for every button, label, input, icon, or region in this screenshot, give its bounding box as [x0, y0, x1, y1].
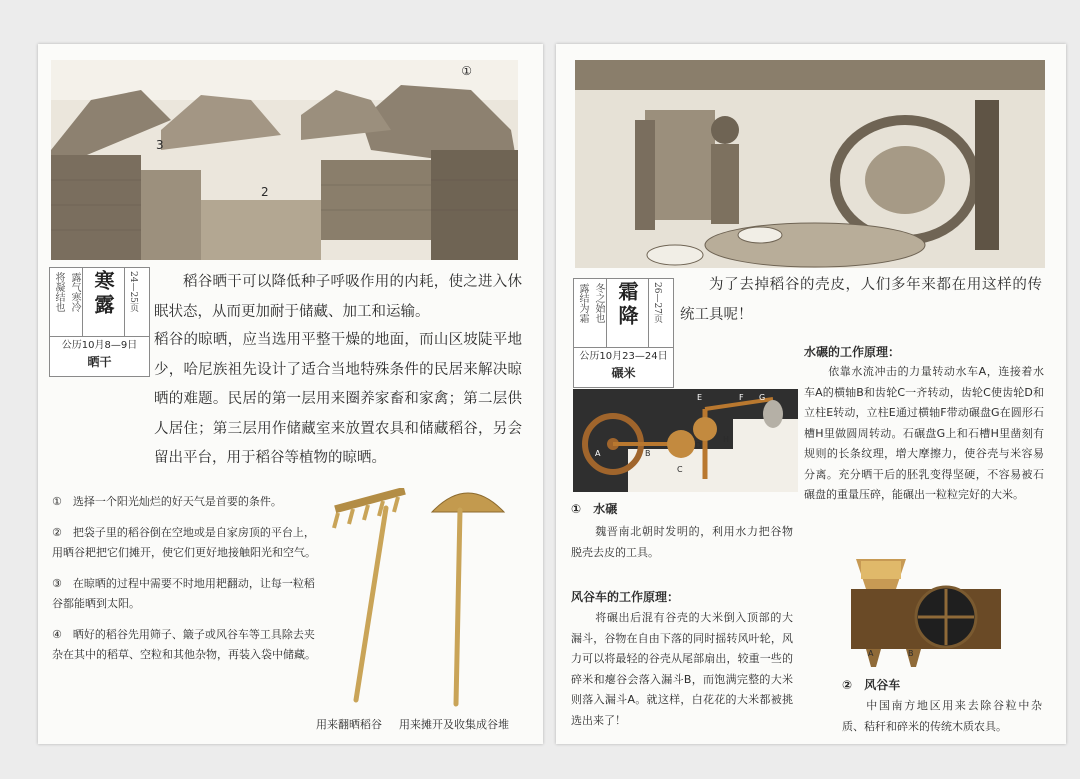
paragraph: 为了去掉稻谷的壳皮，人们多年来都在用这样的传统工具呢！ — [680, 277, 1042, 323]
term-title: 晒干 — [87, 355, 112, 369]
label-h: H — [723, 435, 730, 444]
village-illustration — [51, 60, 518, 260]
term-phrase-2: 冬之始也 — [593, 283, 604, 323]
label-e: E — [697, 393, 703, 402]
term-name: 寒露 — [82, 268, 125, 336]
label-d: D — [695, 441, 702, 450]
label-f: F — [739, 393, 744, 402]
caption-title: 风谷车 — [864, 678, 901, 692]
item-num: ③ — [52, 577, 62, 590]
label-c: C — [677, 465, 683, 474]
list-item — [52, 574, 320, 614]
main-text — [154, 268, 522, 327]
item-text: 选择一个阳光灿烂的好天气是首要的条件。 — [72, 495, 282, 508]
mill-heading: 水碾的工作原理： — [804, 345, 901, 359]
term-phrase-2: 露气寒冷 — [69, 272, 80, 312]
item-text: 在晾晒的过程中需要不时地用耙翻动，让每一粒稻谷都能晒到太阳。 — [52, 577, 315, 610]
term-date: 公历10月23—24日 — [579, 351, 668, 362]
list-item — [52, 492, 320, 512]
list-item — [52, 625, 320, 665]
image-number-3: 3 — [156, 138, 164, 152]
solar-term-box — [573, 278, 674, 388]
mill-caption-text — [571, 522, 793, 563]
board-illustration — [428, 482, 508, 707]
term-phrase-1: 露结为霜 — [577, 283, 588, 323]
item-num: ④ — [52, 628, 62, 641]
mill-caption-title — [571, 500, 617, 517]
mill-text — [804, 362, 1044, 506]
term-date: 公历10月8—9日 — [61, 340, 138, 351]
fan-text — [571, 608, 793, 731]
label-b: B — [645, 449, 651, 458]
rake-caption: 用来翻晒稻谷 — [316, 718, 382, 731]
item-num: ① — [52, 495, 62, 508]
caption-num: ① — [571, 502, 582, 516]
board-caption: 用来摊开及收集成谷堆 — [399, 718, 509, 731]
water-mill-diagram — [573, 389, 798, 492]
fan-heading: 风谷车的工作原理： — [571, 590, 680, 604]
term-phrase-1: 将凝结也 — [53, 272, 64, 312]
paragraph: 依靠水流冲击的力量转动水车A，连接着水车A的横轴B和齿轮C一齐转动，齿轮C使齿轮D和立柱E转动，立柱E通过横轴F带动碾盘G在圆形石槽H里做圆周转动。石碾盘G上和石槽H里凿刻有规则的长条纹理，增大摩擦力，使谷壳与米容易分离。充分晒干后的胚乳变得坚硬，不容易被石碾盘的重量压碎，能碾出一粒粒完好的大米。 — [804, 365, 1044, 501]
label-g: G — [759, 393, 766, 402]
paragraph: 魏晋南北朝时发明的，利用水力把谷物脱壳去皮的工具。 — [571, 525, 793, 559]
item-text: 晒好的稻谷先用筛子、簸子或风谷车等工具除去夹杂在其中的稻草、空粒和其他杂物，再装入袋中储藏。 — [52, 628, 316, 661]
item-text: 把袋子里的稻谷倒在空地或是自家房顶的平台上，用晒谷耙把它们摊开，使它们更好地接触阳光和空气。 — [52, 526, 316, 559]
fan-label-a: A — [868, 649, 874, 658]
main-text-2 — [51, 326, 522, 474]
rake-illustration — [326, 488, 416, 703]
image-marker: ① — [461, 64, 472, 78]
term-pages: 24—25页 — [128, 271, 138, 312]
term-name: 霜降 — [606, 279, 649, 347]
term-title: 碾米 — [611, 366, 636, 380]
paragraph: 将碾出后混有谷壳的大米倒入顶部的大漏斗，谷物在自由下落的同时摇转风叶轮，风力可以将最轻的谷壳从尾部扇出，较重一些的碎米和瘪谷会落入漏斗B，而饱满完整的大米则落入漏斗A。就这样，白花花的大米都被挑选出来了！ — [571, 611, 793, 727]
paragraph: 中国南方地区用来去除谷粒中杂质、秸秆和碎米的传统木质农具。 — [842, 699, 1042, 733]
right-page — [556, 44, 1066, 744]
caption-title: 水碾 — [593, 502, 618, 516]
label-a: A — [595, 449, 601, 458]
caption-num: ② — [842, 678, 853, 692]
left-page — [38, 44, 543, 744]
steps-list — [52, 492, 320, 676]
fan-caption-text — [842, 696, 1042, 737]
term-pages: 26—27页 — [652, 282, 662, 323]
intro-text — [680, 271, 1042, 330]
winnowing-machine-illustration — [826, 549, 1031, 669]
list-item — [52, 523, 320, 563]
image-number-2: 2 — [261, 185, 269, 199]
mill-illustration — [575, 60, 1045, 268]
fan-caption-title — [842, 676, 900, 693]
paragraph: 稻谷晒干可以降低种子呼吸作用的内耗，使之进入休眠状态，从而更加耐于储藏、加工和运输。 — [154, 274, 522, 320]
fan-label-b: B — [908, 649, 914, 658]
item-num: ② — [52, 526, 62, 539]
paragraph: 稻谷的晾晒，应当选用平整干燥的地面，而山区坡陡平地少，哈尼族祖先设计了适合当地特殊条件的民居来解决晾晒的难题。民居的第一层用来圈养家畜和家禽；第二层供人居住；第三层用作储藏室来放置农具和储藏稻谷，另会留出平台，用于稻谷等植物的晾晒。 — [154, 332, 522, 466]
